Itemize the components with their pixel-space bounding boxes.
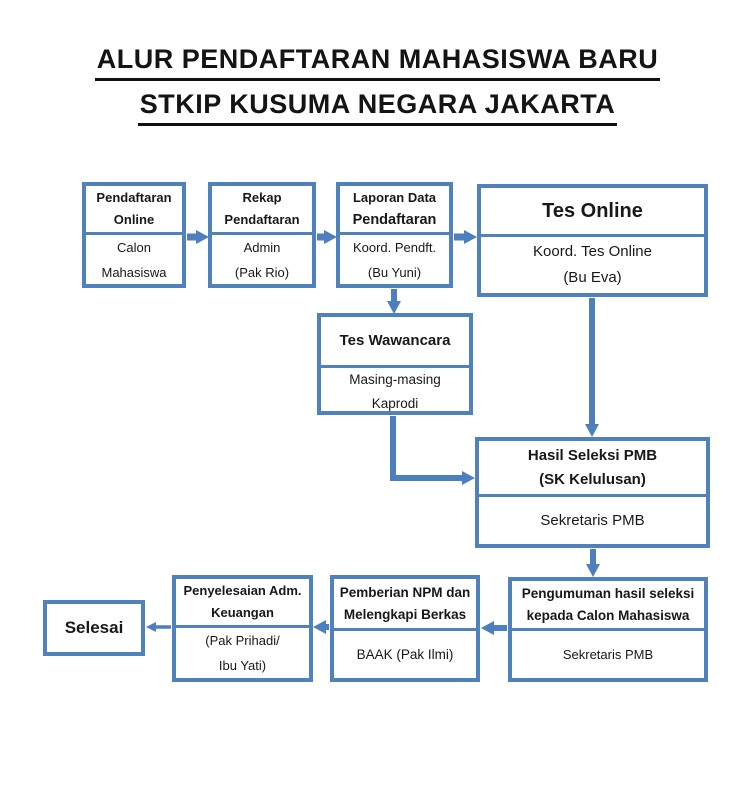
node-owner-line: (Pak Rio) [234, 265, 290, 280]
node-title-line: Pendaftaran [224, 212, 300, 227]
node-pemberian-npm [330, 575, 480, 682]
node-pengumuman-owner [512, 631, 704, 678]
node-tes-online-owner [481, 237, 704, 293]
node-title-line: (SK Kelulusan) [539, 470, 646, 488]
node-pengumuman [508, 577, 708, 682]
node-owner-line: Sekretaris PMB [562, 647, 654, 662]
node-penyelesaian-adm [172, 575, 313, 682]
node-tes-wawancara-owner [321, 368, 469, 416]
node-pemberian-npm-owner [334, 631, 476, 678]
node-tes-wawancara-title [321, 317, 469, 368]
node-title-line: Pendaftaran [352, 212, 437, 228]
node-laporan-data-owner [340, 235, 449, 285]
node-owner-line: Koord. Tes Online [533, 243, 652, 260]
node-title-line: Online [113, 212, 155, 227]
node-laporan-data-title [340, 186, 449, 235]
node-owner-line: Mahasiswa [101, 265, 167, 280]
node-title-line: Pendaftaran [96, 190, 172, 205]
node-title-line: Hasil Seleksi PMB [527, 446, 658, 464]
node-hasil-seleksi-title [479, 441, 706, 497]
node-pendaftaran-online-title [86, 186, 182, 235]
node-pendaftaran-online-owner [86, 235, 182, 285]
node-title-line: Tes Online [542, 200, 643, 222]
node-owner-line: Calon [117, 240, 151, 255]
node-title-line: Pemberian NPM dan [339, 584, 471, 600]
node-owner-line: (Bu Yuni) [367, 265, 422, 280]
node-title-line: Pengumuman hasil seleksi [521, 585, 695, 601]
arrow-tes-wawancara-to-hasil-seleksi [393, 416, 462, 478]
node-title-line: kepada Calon Mahasiswa [526, 607, 690, 623]
node-owner-line: BAAK (Pak Ilmi) [356, 646, 454, 662]
node-owner-line: Kaprodi [371, 396, 419, 411]
node-title-line: Laporan Data [352, 190, 437, 205]
node-tes-online-title [481, 188, 704, 237]
node-title-line: Tes Wawancara [339, 332, 451, 349]
node-title-line: Keuangan [211, 605, 274, 620]
node-penyelesaian-adm-title [176, 579, 309, 628]
node-hasil-seleksi [475, 437, 710, 548]
node-title-line: Selesai [64, 618, 124, 637]
diagram-title [0, 44, 755, 126]
node-owner-line: Masing-masing [349, 372, 441, 387]
node-owner-line: Admin [243, 240, 281, 255]
node-laporan-data [336, 182, 453, 288]
node-rekap-pendaftaran-title [212, 186, 312, 235]
node-rekap-pendaftaran-owner [212, 235, 312, 285]
node-hasil-seleksi-owner [479, 497, 706, 544]
node-owner-line: (Pak Prihadi/ [205, 633, 280, 648]
node-pengumuman-title [512, 581, 704, 631]
node-owner-line: Koord. Pendft. [352, 240, 437, 255]
node-owner-line: Ibu Yati) [218, 658, 267, 673]
node-owner-line: Sekretaris PMB [540, 511, 645, 529]
node-penyelesaian-adm-owner [176, 628, 309, 678]
node-owner-line: (Bu Eva) [563, 269, 622, 286]
diagram-title-line2: STKIP KUSUMA NEGARA JAKARTA [138, 89, 618, 126]
node-tes-wawancara [317, 313, 473, 415]
node-pemberian-npm-title [334, 579, 476, 631]
node-selesai-title [47, 604, 141, 652]
node-title-line: Melengkapi Berkas [343, 606, 467, 622]
node-rekap-pendaftaran [208, 182, 316, 288]
node-title-line: Rekap [242, 190, 282, 205]
node-selesai [43, 600, 145, 656]
node-tes-online [477, 184, 708, 297]
diagram-title-line1: ALUR PENDAFTARAN MAHASISWA BARU [95, 44, 660, 81]
node-title-line: Penyelesaian Adm. [183, 583, 302, 598]
node-pendaftaran-online [82, 182, 186, 288]
